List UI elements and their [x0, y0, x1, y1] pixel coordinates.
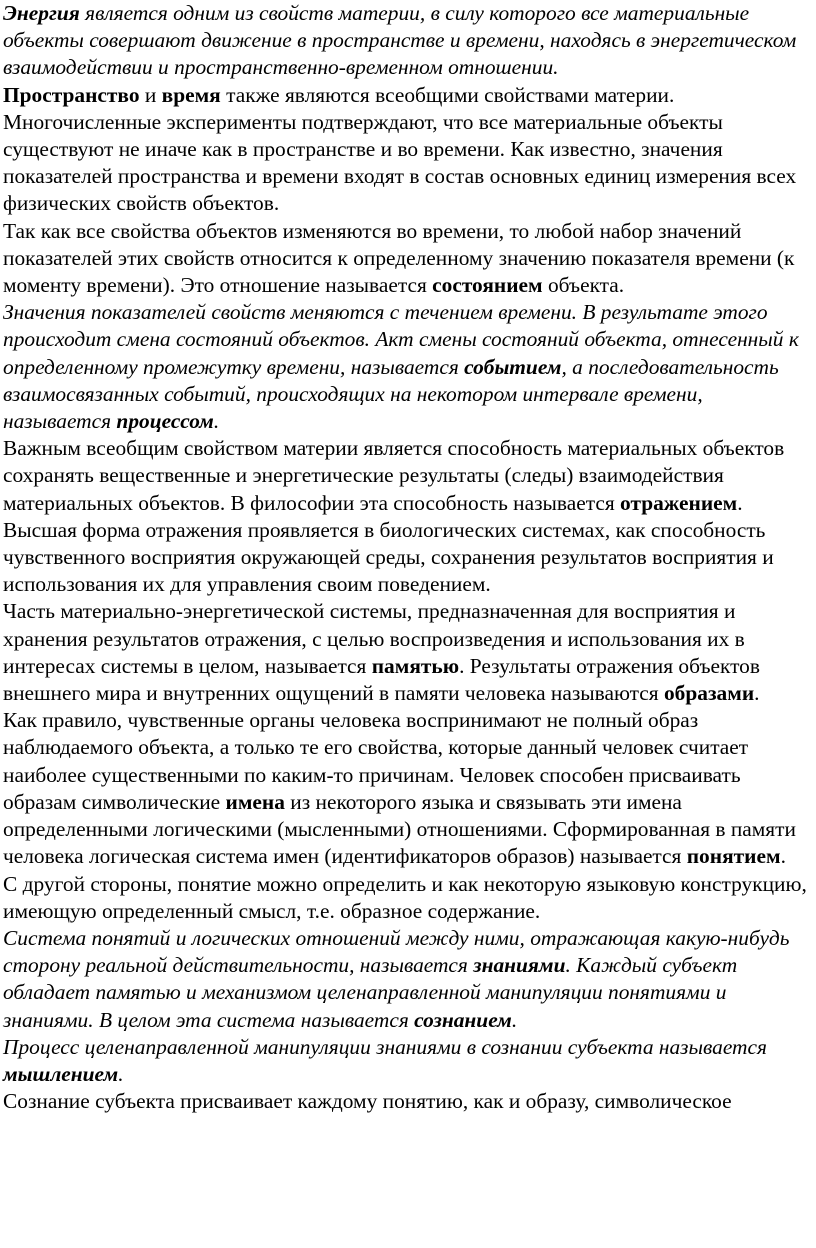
term-highlight: образами — [663, 681, 755, 706]
text-run: . — [118, 1061, 124, 1086]
text-run: из некоторого языка и связывать эти имена определенными логическими (мысленными) отношениями. Сформированная в памяти человека логическая система имен (идентификаторов образов) называется — [3, 789, 796, 869]
document-body — [3, 0, 816, 1115]
paragraph — [3, 925, 816, 1034]
term-highlight: знаниями — [473, 953, 566, 978]
term-highlight: состоянием — [432, 273, 543, 298]
paragraph — [3, 218, 816, 300]
paragraph — [3, 82, 816, 218]
paragraph — [3, 1034, 816, 1088]
paragraph — [3, 871, 816, 925]
term-highlight: Энергия — [3, 1, 80, 25]
term-highlight: мышлением — [3, 1061, 119, 1086]
paragraph — [3, 435, 816, 598]
text-run: . — [780, 844, 786, 869]
term-highlight: сознанием — [414, 1007, 512, 1032]
text-run: и — [139, 82, 162, 107]
paragraph — [3, 0, 816, 82]
text-run: Значения показателей свойств меняются с течением времени. В результате этого происходит смена состояний объектов. Акт смены состояний объекта, отнесенный к определенному промежутку времени, называется — [3, 300, 799, 379]
text-run: . Каждый субъект обладает памятью и механизмом целенаправленной манипуляции понятиями и знаниями. В целом эта система называется — [3, 953, 738, 1032]
text-run: Сознание субъекта присваивает каждому понятию, как и образу, символическое — [3, 1089, 732, 1114]
text-run: Как правило, чувственные органы человека воспринимают не полный образ наблюдаемого объекта, а только те его свойства, которые данный человек считает наиболее существенными по каким-то причинам. Человек способен присваивать образам символические — [3, 708, 749, 814]
term-highlight: Пространство — [3, 82, 140, 107]
term-highlight: памятью — [371, 653, 460, 678]
term-highlight: время — [161, 82, 221, 107]
text-run: является одним из свойств материи, в силу которого все материальные объекты совершают движение в пространстве и времени, находясь в энергетическом взаимодействии и пространственно-временном отношении. — [3, 1, 797, 80]
text-run: . — [213, 409, 220, 434]
text-run: . — [754, 681, 760, 706]
paragraph — [3, 1088, 816, 1115]
paragraph — [3, 598, 816, 707]
term-highlight: отражением — [620, 490, 738, 515]
text-run: Система понятий и логических отношений между ними, отражающая какую-нибудь сторону реальной действительности, называется — [3, 925, 790, 978]
text-run: С другой стороны, понятие можно определить и как некоторую языковую конструкцию, имеющую определенный смысл, т.е. образное содержание. — [3, 871, 807, 923]
text-run: . Результаты отражения объектов внешнего мира и внутренних ощущений в памяти человека называются — [3, 653, 760, 706]
term-highlight: событием — [464, 354, 562, 379]
text-run: . — [511, 1007, 518, 1032]
text-run: Так как все свойства объектов изменяются во времени, то любой набор значений показателей этих свойств относится к определенному значению показателя времени (к моменту времени). Это отношение называется — [3, 218, 795, 298]
term-highlight: понятием — [686, 844, 781, 869]
text-run: объекта. — [542, 273, 625, 298]
text-run: , а последовательность взаимосвязанных событий, происходящих на некотором интервале времени, называется — [3, 354, 779, 434]
term-highlight: процессом — [116, 409, 214, 434]
text-run: . Высшая форма отражения проявляется в биологических системах, как способность чувственного восприятия окружающей среды, сохранения результатов восприятия и использования их для управления своим поведением. — [3, 490, 774, 597]
text-run: Важным всеобщим свойством материи является способность материальных объектов сохранять вещественные и энергетические результаты (следы) взаимодействия материальных объектов. В философии эта способность называется — [3, 436, 785, 515]
paragraph — [3, 299, 816, 435]
paragraph — [3, 707, 816, 870]
text-run: Часть материально-энергетической системы, предназначенная для восприятия и хранения результатов отражения, с целью воспроизведения и использования их в интересах системы в целом, называется — [3, 599, 745, 678]
text-run: также являются всеобщими свойствами материи. Многочисленные эксперименты подтверждают, что все материальные объекты существуют не иначе как в пространстве и во времени. Как известно, значения показателей пространства и времени входят в состав основных единиц измерения всех физических свойств объектов. — [3, 82, 797, 216]
text-run: Процесс целенаправленной манипуляции знаниями в сознании субъекта называется — [3, 1034, 767, 1059]
term-highlight: имена — [225, 789, 285, 814]
